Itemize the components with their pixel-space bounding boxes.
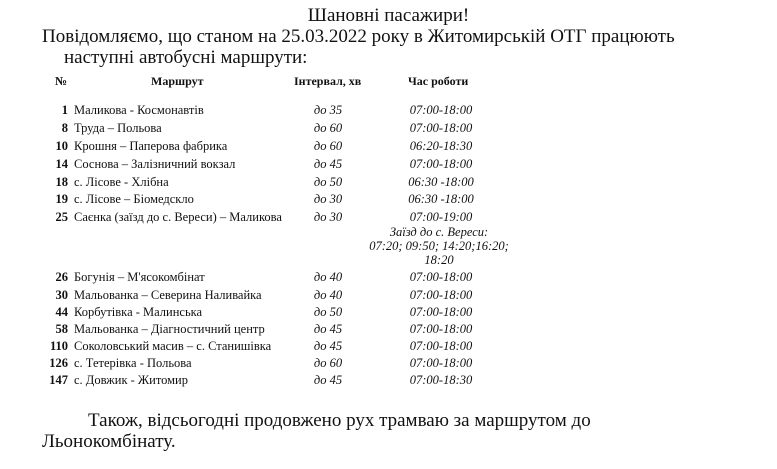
route-interval: до 40	[313, 288, 343, 302]
note-line-2: 07:20; 09:50; 14:20;16:20;	[369, 239, 509, 253]
table-row	[0, 287, 777, 304]
route-hours: 06:30 -18:00	[408, 175, 474, 189]
route-number: 18	[55, 175, 68, 189]
route-interval: до 40	[313, 270, 343, 284]
route-hours: 07:00-19:00	[409, 210, 473, 224]
table-row	[0, 156, 777, 173]
route-hours: 06:30 -18:00	[408, 192, 474, 206]
route-number: 14	[55, 157, 68, 171]
route-hours: 07:00-18:00	[409, 322, 473, 336]
route-hours: 07:00-18:00	[409, 157, 473, 171]
route-interval: до 35	[313, 103, 343, 117]
route-interval: до 50	[313, 175, 343, 189]
route-number: 10	[55, 139, 68, 153]
route-number: 30	[55, 288, 68, 302]
route-number: 8	[61, 121, 68, 135]
route-hours: 07:00-18:00	[409, 121, 473, 135]
route-hours: 07:00-18:00	[409, 305, 473, 319]
route-name: Мальованка – Діагностичний центр	[74, 322, 265, 336]
route-name: Соснова – Залізничний вокзал	[74, 157, 236, 171]
table-row	[0, 304, 777, 321]
table-row	[0, 372, 777, 389]
route-name: Крошня – Паперова фабрика	[74, 139, 228, 153]
route-name: с. Лісове - Хлібна	[74, 175, 169, 189]
route-hours: 07:00-18:00	[409, 356, 473, 370]
route-number: 110	[49, 339, 68, 353]
intro-line-2: наступні автобусні маршрути:	[64, 47, 308, 68]
route-hours: 07:00-18:30	[409, 373, 473, 387]
route-number: 58	[55, 322, 68, 336]
footer-paragraph	[42, 410, 742, 452]
footer-line-2: Льонокомбінату.	[42, 431, 176, 452]
route-number: 19	[55, 192, 68, 206]
route-name: Корбутівка - Малинська	[74, 305, 203, 319]
table-row	[0, 102, 777, 119]
route-25-note	[366, 225, 512, 267]
route-name: Саєнка (заїзд до с. Вереси) – Маликова	[74, 210, 282, 224]
route-name: с. Лісове – Біомедскло	[74, 192, 194, 206]
header-route: Маршрут	[151, 74, 204, 88]
header-num: №	[55, 74, 68, 88]
route-name: Богунія – М'ясокомбінат	[74, 270, 205, 284]
header-interval: Інтервал, хв	[294, 74, 362, 88]
route-hours: 07:00-18:00	[409, 270, 473, 284]
route-interval: до 45	[313, 322, 343, 336]
route-interval: до 60	[313, 139, 343, 153]
route-hours: 07:00-18:00	[409, 288, 473, 302]
route-name: с. Довжик - Житомир	[74, 373, 188, 387]
header-hours: Час роботи	[408, 74, 469, 88]
route-hours: 07:00-18:00	[409, 339, 473, 353]
route-interval: до 45	[313, 157, 343, 171]
route-interval: до 50	[313, 305, 343, 319]
route-hours: 07:00-18:00	[409, 103, 473, 117]
route-number: 147	[49, 373, 68, 387]
route-hours: 06:20-18:30	[409, 139, 473, 153]
route-interval: до 45	[313, 339, 343, 353]
table-row	[0, 209, 777, 226]
page-title: Шановні пасажири!	[307, 5, 470, 26]
intro-paragraph	[42, 26, 742, 68]
table-row	[0, 321, 777, 338]
table-row	[0, 138, 777, 155]
table-row	[0, 120, 777, 137]
route-name: Труда – Польова	[74, 121, 162, 135]
note-line-1: Заїзд до с. Вереси:	[389, 225, 489, 239]
route-name: Маликова - Космонавтів	[74, 103, 204, 117]
table-row	[0, 338, 777, 355]
route-interval: до 60	[313, 356, 343, 370]
footer-line-1: Також, відсьогодні продовжено рух трамваю за маршрутом до	[88, 410, 591, 431]
route-interval: до 30	[313, 192, 343, 206]
intro-line-1: Повідомляємо, що станом на 25.03.2022 року в Житомирській ОТГ працюють	[42, 26, 675, 47]
route-interval: до 45	[313, 373, 343, 387]
route-number: 26	[55, 270, 68, 284]
route-number: 44	[55, 305, 68, 319]
table-row	[0, 269, 777, 286]
note-line-3: 18:20	[424, 253, 454, 267]
table-row	[0, 191, 777, 208]
table-row	[0, 174, 777, 191]
route-number: 25	[55, 210, 68, 224]
route-interval: до 30	[313, 210, 343, 224]
route-name: Соколовський масив – с. Станишівка	[74, 339, 272, 353]
route-number: 1	[61, 103, 68, 117]
route-interval: до 60	[313, 121, 343, 135]
route-name: Мальованка – Северина Наливайка	[74, 288, 262, 302]
route-number: 126	[49, 356, 68, 370]
table-row	[0, 355, 777, 372]
route-name: с. Тетерівка - Польова	[74, 356, 192, 370]
